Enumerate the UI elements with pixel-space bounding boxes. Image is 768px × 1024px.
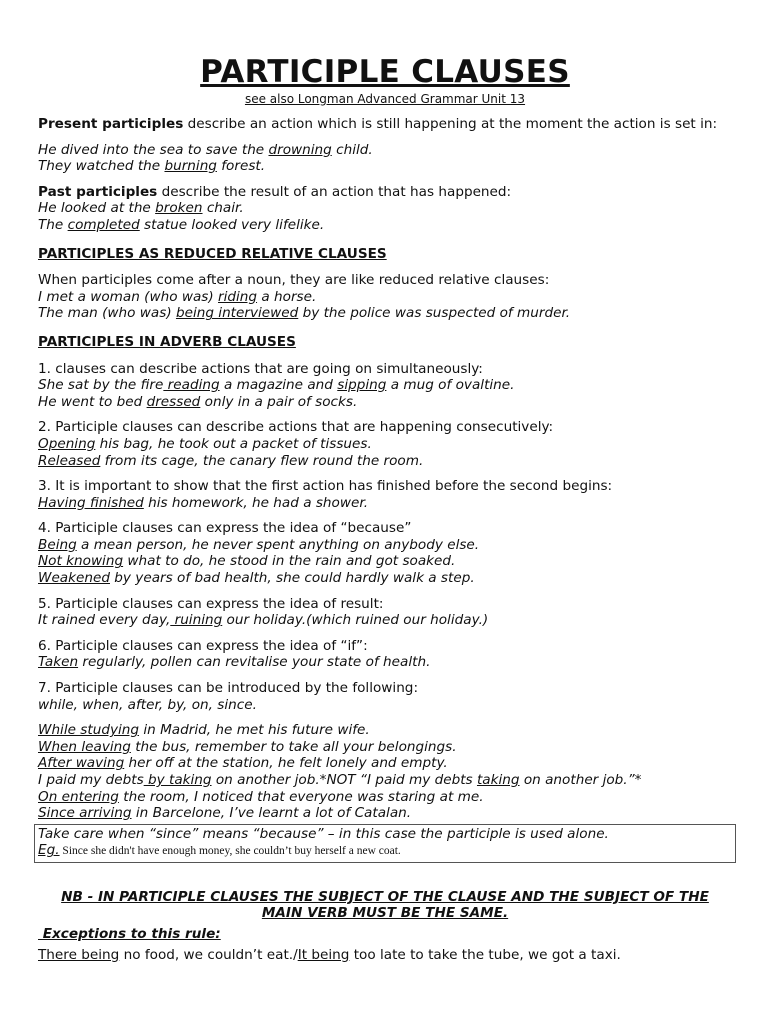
example-sentence: Released from its cage, the canary flew round the room. [38,452,424,469]
document-page [38,52,732,963]
example-sentence: I paid my debts by taking on another job.*NOT “I paid my debts taking on another job.”* [38,772,642,788]
adverb-point-7: 7. Participle clauses can be introduced by the following: while, when, after, by, on, since. [38,680,732,713]
example-sentence: He looked at the broken chair. [38,200,244,217]
since-example: Eg. Since she didn't have enough money, she couldn’t buy herself a new coat. [38,842,401,859]
section-heading-reduced-relative: PARTICIPLES AS REDUCED RELATIVE CLAUSES [38,245,387,262]
example-sentence: Not knowing what to do, he stood in the rain and got soaked. [38,553,456,570]
since-note: Take care when “since” means “because” – in this case the participle is used alone. [38,825,609,842]
example-sentence: Being a mean person, he never spent anything on anybody else. [38,536,480,553]
adverb-point-5: 5. Participle clauses can express the idea of result: It rained every day, ruining our holiday.(which ruined our holiday.) [38,596,732,629]
present-participles-section [38,116,732,175]
example-sentence: Taken regularly, pollen can revitalise your state of health. [38,654,431,671]
example-sentence: They watched the burning forest. [38,158,266,175]
reduced-relative-section [38,272,732,322]
example-sentence: While studying in Madrid, he met his future wife. [38,722,370,739]
present-participles-term: Present participles [38,116,184,132]
page-title: PARTICIPLE CLAUSES [200,54,570,90]
since-note-box [34,824,736,863]
connector-list: while, when, after, by, on, since. [38,696,257,713]
example-sentence: He went to bed dressed only in a pair of socks. [38,393,358,410]
example-sentence: When leaving the bus, remember to take all your belongings. [38,738,457,755]
section-heading-adverb-clauses: PARTICIPLES IN ADVERB CLAUSES [38,333,296,350]
example-sentence: Weakened by years of bad health, she could hardly walk a step. [38,570,475,587]
example-sentence: He dived into the sea to save the drowning child. [38,141,373,158]
example-sentence: On entering the room, I noticed that everyone was staring at me. [38,788,484,805]
example-sentence: It rained every day, ruining our holiday.(which ruined our holiday.) [38,612,489,629]
connector-examples [38,722,732,822]
example-sentence: Having finished his homework, he had a shower. [38,494,369,511]
past-participles-section [38,184,732,234]
section-intro: When participles come after a noun, they are like reduced relative clauses: [38,272,550,289]
example-sentence: Since arriving in Barcelone, I’ve learnt a lot of Catalan. [38,805,412,822]
example-sentence: She sat by the fire reading a magazine and sipping a mug of ovaltine. [38,377,515,394]
adverb-point-2: 2. Participle clauses can describe actions that are happening consecutively: Opening his bag, he took out a packet of tissues. Released from its cage, the canary flew round the room. [38,419,732,469]
nb-rule: NB - IN PARTICIPLE CLAUSES THE SUBJECT OF THE CLAUSE AND THE SUBJECT OF THE MAIN VERB MUST BE THE SAME. [61,888,709,922]
adverb-point-1: 1. clauses can describe actions that are going on simultaneously: She sat by the fire reading a magazine and sipping a mug of ovaltine. He went to bed dressed only in a pair of socks. [38,361,732,411]
exceptions-heading: Exceptions to this rule: [38,925,221,942]
past-participles-term: Past participles [38,183,158,200]
adverb-point-3: 3. It is important to show that the first action has finished before the second begins: Having finished his homework, he had a shower. [38,478,732,511]
eg-label: Eg. [38,842,60,859]
example-sentence: Opening his bag, he took out a packet of tissues. [38,435,372,452]
present-participles-definition: Present participles describe an action which is still happening at the moment the action is set in: [38,116,718,132]
example-sentence: The man (who was) being interviewed by the police was suspected of murder. [38,305,571,322]
past-participles-definition: Past participles describe the result of an action that has happened: [38,183,512,200]
adverb-point-4: 4. Participle clauses can express the idea of “because” Being a mean person, he never spent anything on anybody else. Not knowing what to do, he stood in the rain and got soaked. Weakened by years of bad health, she could hardly walk a step. [38,520,732,586]
example-sentence: I met a woman (who was) riding a horse. [38,288,317,305]
exception-example: There being no food, we couldn’t eat./It being too late to take the tube, we got a taxi. [38,946,621,963]
example-sentence: After waving her off at the station, he felt lonely and empty. [38,755,448,772]
adverb-point-6: 6. Participle clauses can express the idea of “if”: Taken regularly, pollen can revitalise your state of health. [38,638,732,671]
page-subtitle: see also Longman Advanced Grammar Unit 13 [244,92,526,106]
example-sentence: The completed statue looked very lifelike. [38,216,325,233]
